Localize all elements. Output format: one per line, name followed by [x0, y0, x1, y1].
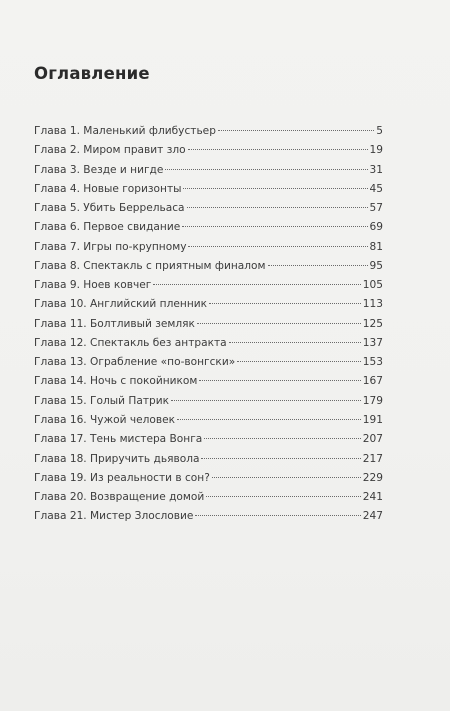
table-of-contents [34, 122, 383, 527]
chapter-title: Глава 18. Приручить дьявола [34, 452, 200, 465]
page-number: 5 [376, 125, 383, 137]
dot-leader [187, 207, 368, 208]
chapter-title: Глава 19. Из реальности в сон? [34, 471, 210, 484]
page-number: 69 [369, 221, 383, 234]
page-number: 207 [362, 433, 383, 446]
chapter-title: Глава 7. Игры по-крупному [34, 240, 187, 253]
dot-leader [229, 342, 361, 343]
chapter-title: Глава 16. Чужой человек [34, 413, 176, 426]
page-number: 95 [369, 259, 383, 272]
toc-entry [34, 488, 383, 507]
chapter-title: Глава 9. Ноев ковчег [34, 279, 152, 292]
dot-leader [206, 496, 361, 497]
dot-leader [237, 361, 361, 362]
page-number: 153 [362, 356, 383, 369]
page-number: 105 [362, 279, 383, 292]
toc-entry [34, 161, 383, 180]
dot-leader [209, 303, 361, 304]
dot-leader [204, 438, 360, 439]
page-number: 125 [362, 317, 383, 330]
chapter-title: Глава 12. Спектакль без антракта [34, 336, 227, 349]
page-number: 167 [362, 375, 383, 388]
dot-leader [177, 419, 361, 420]
chapter-title: Глава 20. Возвращение домой [34, 491, 205, 504]
toc-entry [34, 180, 383, 199]
dot-leader [165, 169, 367, 170]
page-number: 217 [362, 452, 383, 465]
dot-leader [188, 149, 368, 150]
toc-entry [34, 469, 383, 488]
dot-leader [197, 323, 361, 324]
page-number: 113 [362, 298, 383, 311]
page-number: 57 [369, 202, 383, 215]
toc-entry [34, 295, 383, 314]
dot-leader [171, 400, 361, 401]
dot-leader [201, 458, 360, 459]
page-number: 137 [362, 336, 383, 349]
chapter-title: Глава 10. Английский пленник [34, 298, 208, 311]
toc-entry [34, 141, 383, 160]
chapter-title: Глава 13. Ограбление «по-вонгски» [34, 356, 236, 369]
dot-leader [199, 380, 360, 381]
chapter-title: Глава 17. Тень мистера Вонга [34, 433, 203, 446]
dot-leader [195, 515, 360, 516]
page-title: Оглавление [34, 64, 150, 83]
dot-leader [183, 188, 367, 189]
toc-entry [34, 276, 383, 295]
page-number: 19 [369, 144, 383, 157]
dot-leader [182, 226, 367, 227]
chapter-title: Глава 21. Мистер Злословие [34, 510, 194, 523]
chapter-title: Глава 2. Миром правит зло [34, 144, 186, 157]
toc-entry [34, 411, 383, 430]
toc-entry [34, 315, 383, 334]
toc-entry [34, 430, 383, 449]
dot-leader [188, 246, 367, 247]
toc-entry [34, 199, 383, 218]
chapter-title: Глава 11. Болтливый земляк [34, 317, 195, 330]
toc-entry [34, 257, 383, 276]
chapter-title: Глава 6. Первое свидание [34, 221, 181, 234]
dot-leader [218, 130, 374, 131]
toc-entry [34, 122, 383, 141]
toc-entry [34, 392, 383, 411]
toc-entry [34, 238, 383, 257]
dot-leader [268, 265, 368, 266]
dot-leader [212, 477, 361, 478]
page-number: 191 [362, 413, 383, 426]
dot-leader [153, 284, 360, 285]
toc-entry [34, 450, 383, 469]
toc-entry [34, 372, 383, 391]
page-number: 31 [369, 163, 383, 176]
page-number: 241 [362, 491, 383, 504]
chapter-title: Глава 5. Убить Беррельаса [34, 202, 185, 215]
chapter-title: Глава 1. Маленький флибустьер [34, 125, 216, 137]
toc-entry [34, 353, 383, 372]
chapter-title: Глава 3. Везде и нигде [34, 163, 164, 176]
page-number: 45 [369, 182, 383, 195]
page-number: 81 [369, 240, 383, 253]
toc-entry [34, 507, 383, 526]
chapter-title: Глава 4. Новые горизонты [34, 182, 182, 195]
chapter-title: Глава 14. Ночь с покойником [34, 375, 198, 388]
chapter-title: Глава 15. Голый Патрик [34, 394, 170, 407]
page-number: 247 [362, 510, 383, 523]
toc-entry [34, 334, 383, 353]
chapter-title: Глава 8. Спектакль с приятным финалом [34, 259, 266, 272]
page-number: 179 [362, 394, 383, 407]
toc-entry [34, 218, 383, 237]
page-number: 229 [362, 471, 383, 484]
